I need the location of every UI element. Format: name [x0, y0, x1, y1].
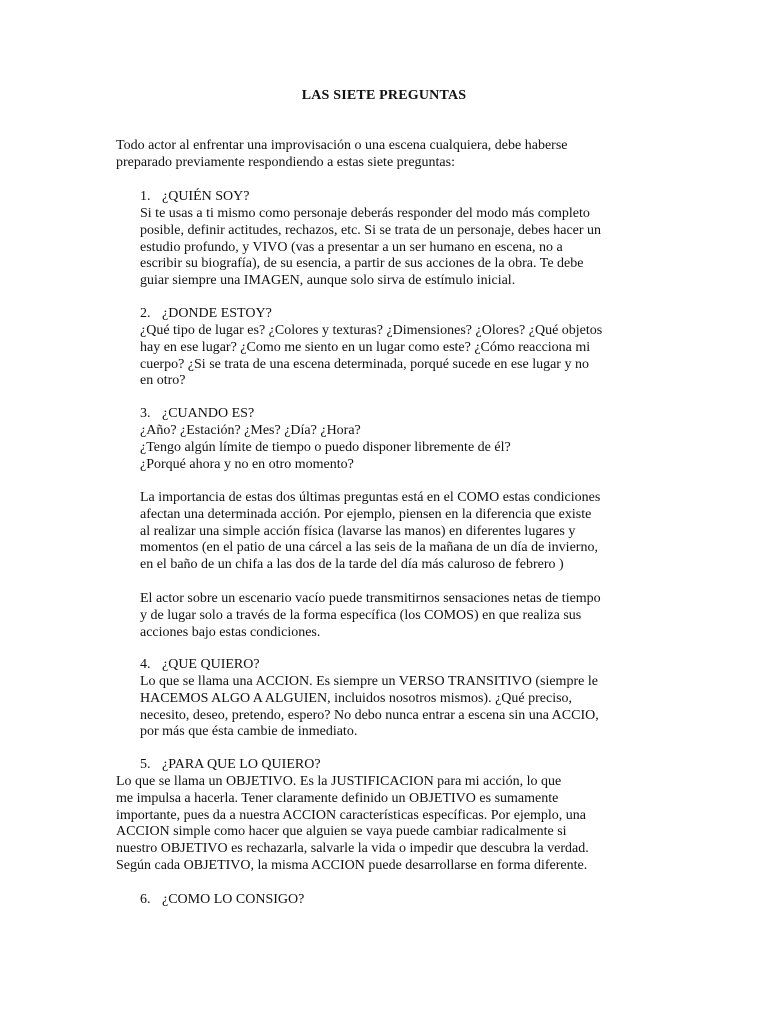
question-1-body: Si te usas a ti mismo como personaje deberás responder del modo más completo posible, definir actitudes, rechazos, etc. Si se trata de un personaje, debes hacer un estudio profundo, y VIVO (vas a presentar a un ser humano en escena, no a escribir su biografía), de su esencia, a partir de sus acciones de la obra. Te debe guiar siempre una IMAGEN, aunque solo sirva de estímulo inicial.: [140, 206, 602, 289]
question-4-body: Lo que se llama una ACCION. Es siempre un VERSO TRANSITIVO (siempre le HACEMOS ALGO A ALGUIEN, incluidos nosotros mismos). ¿Qué preciso, necesito, deseo, pretendo, espero? No debo nunca entrar a escena sin una ACCIO, por más que ésta cambie de inmediato.: [140, 674, 599, 740]
question-3-extra-paragraph: La importancia de estas dos últimas preguntas está en el COMO estas condiciones afectan una determinada acción. Por ejemplo, piensen en la diferencia que existe al realizar una simple acción física (lavarse las manos) en diferentes lugares y momentos (en el patio de una cárcel a las seis de la mañana de un día de invierno, en el baño de un chifa a las dos de la tarde del día más caluroso de febrero ): [140, 490, 601, 573]
question-3-body: ¿Año? ¿Estación? ¿Mes? ¿Día? ¿Hora? ¿Tengo algún límite de tiempo o puedo disponer libremente de él? ¿Porqué ahora y no en otro momento?: [140, 423, 511, 472]
question-5-title: ¿PARA QUE LO QUIERO?: [162, 757, 321, 772]
intro-paragraph: Todo actor al enfrentar una improvisación o una escena cualquiera, debe haberse preparado previamente respondiendo a estas siete preguntas:: [116, 138, 568, 170]
question-4-number: 4.: [140, 657, 151, 672]
question-5-heading: [140, 757, 321, 773]
question-1-heading: [140, 189, 249, 205]
question-2-number: 2.: [140, 306, 151, 321]
question-6-number: 6.: [140, 892, 151, 907]
question-2-heading: [140, 306, 272, 322]
question-3-number: 3.: [140, 406, 151, 421]
question-3-title: ¿CUANDO ES?: [162, 406, 255, 421]
question-1-number: 1.: [140, 189, 151, 204]
question-6-title: ¿COMO LO CONSIGO?: [162, 892, 305, 907]
question-2-title: ¿DONDE ESTOY?: [162, 306, 272, 321]
question-2-body: ¿Qué tipo de lugar es? ¿Colores y texturas? ¿Dimensiones? ¿Olores? ¿Qué objetos hay en ese lugar? ¿Como me siento en un lugar como este? ¿Cómo reacciona mi cuerpo? ¿Si se trata de una escena determinada, porqué sucede en ese lugar y no en otro?: [140, 323, 603, 389]
question-3-heading: [140, 406, 254, 422]
document-title: LAS SIETE PREGUNTAS: [301, 88, 467, 103]
question-6-heading: [140, 892, 304, 908]
question-1-title: ¿QUIÉN SOY?: [162, 189, 250, 204]
question-4-heading: [140, 657, 260, 673]
question-5-body: Lo que se llama un OBJETIVO. Es la JUSTIFICACION para mi acción, lo que me impulsa a hacerla. Tener claramente definido un OBJETIVO es sumamente importante, pues da a nuestra ACCION características específicas. Por ejemplo, una ACCION simple como hacer que alguien se vaya puede cambiar radicalmente si nuestro OBJETIVO es rechazarla, salvarle la vida o impedir que descubra la verdad. Según cada OBJETIVO, la misma ACCION puede desarrollarse en forma diferente.: [116, 774, 589, 873]
question-4-title: ¿QUE QUIERO?: [162, 657, 260, 672]
question-3-extra-paragraph: El actor sobre un escenario vacío puede transmitirnos sensaciones netas de tiempo y de lugar solo a través de la forma específica (los COMOS) en que realiza sus acciones bajo estas condiciones.: [140, 591, 601, 640]
question-5-number: 5.: [140, 757, 151, 772]
